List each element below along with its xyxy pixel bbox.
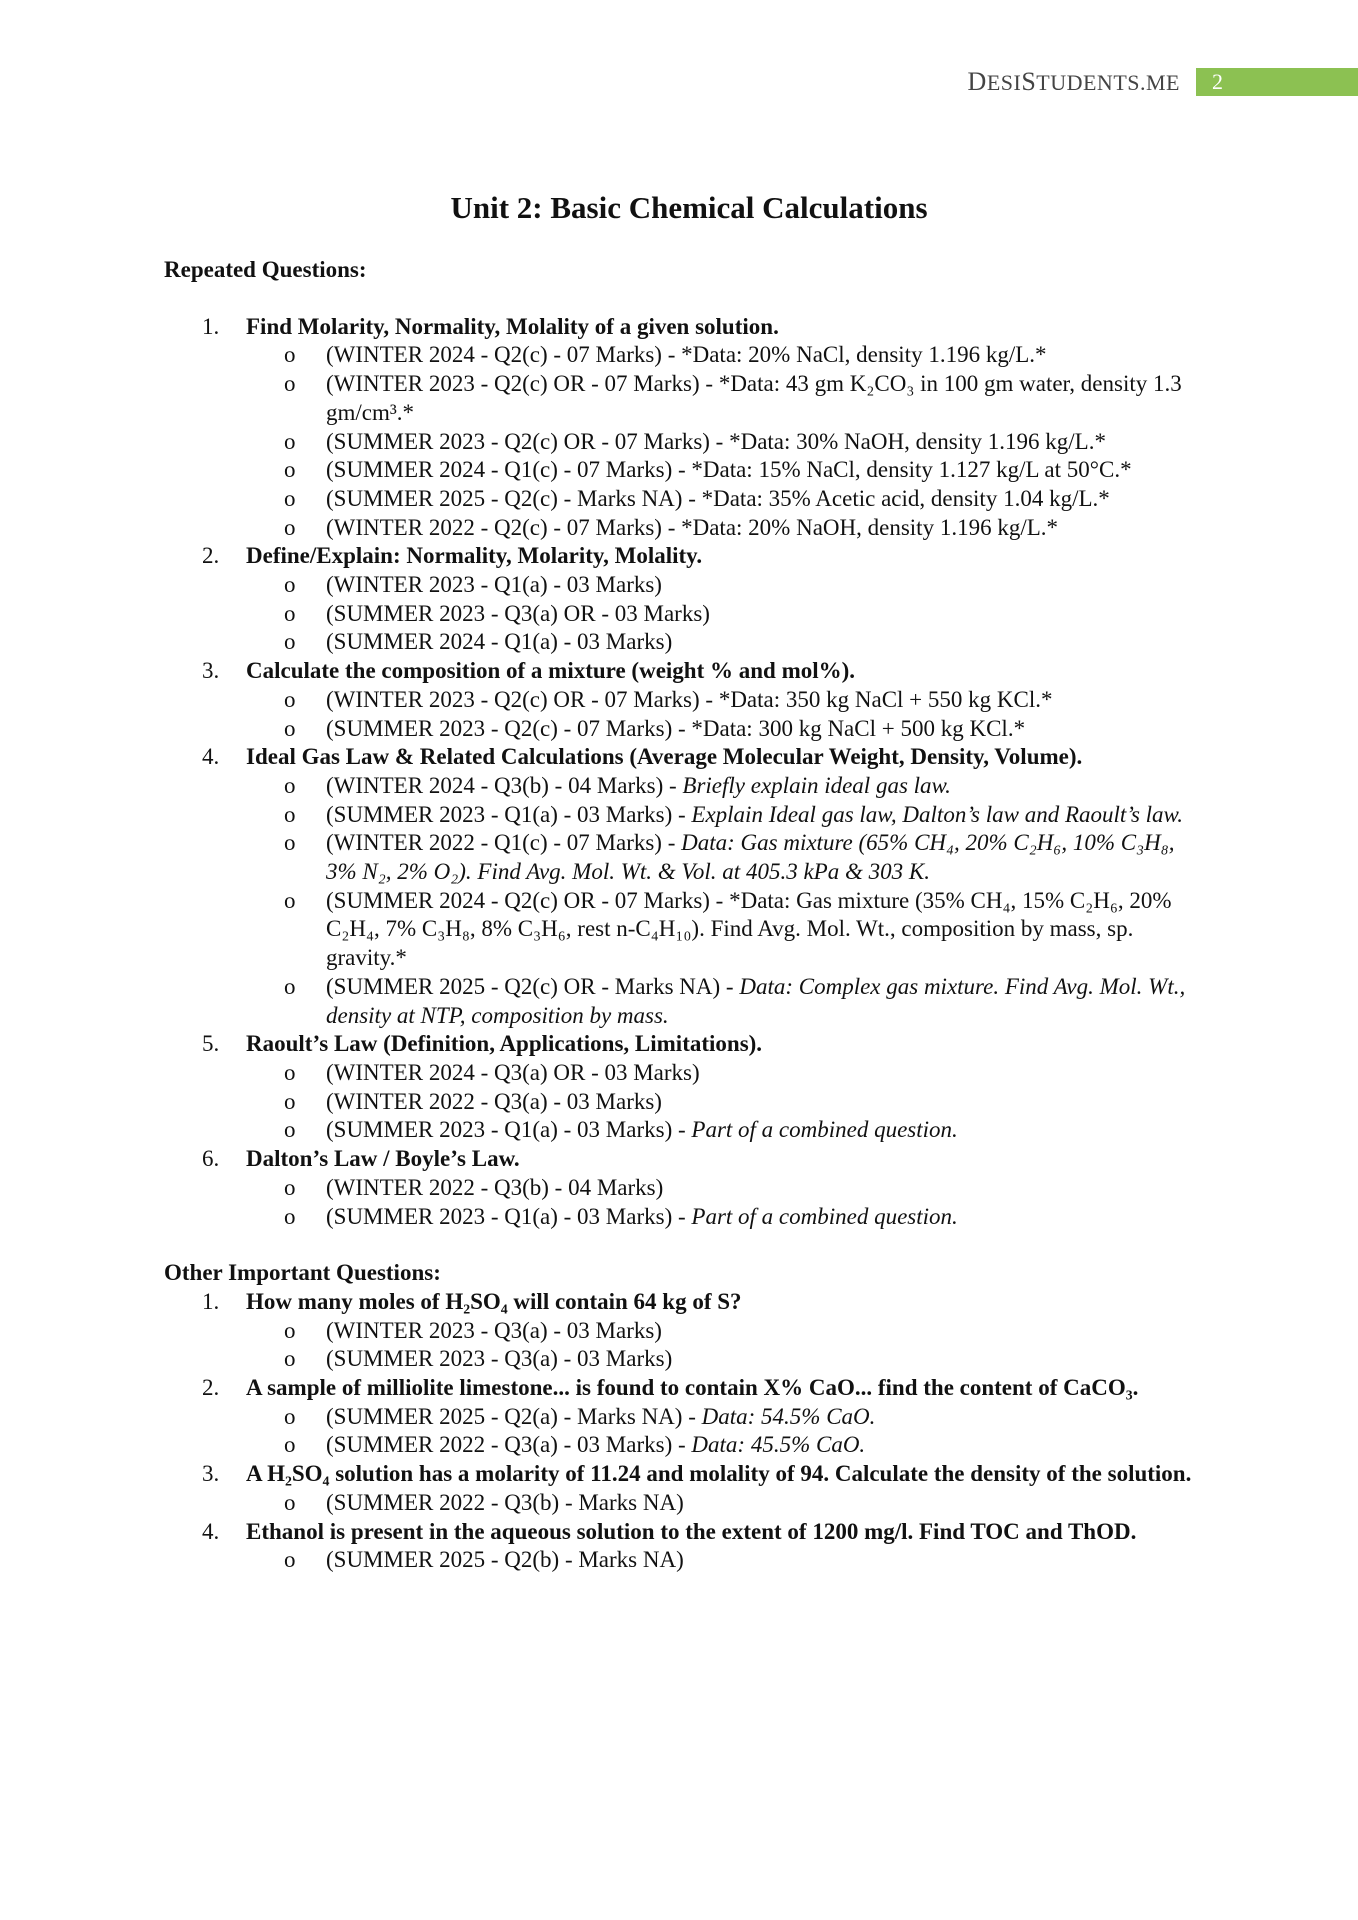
question-number: 2. xyxy=(202,1375,220,1401)
exam-reference-text: (SUMMER 2024 - Q2(c) OR - 07 Marks) - *Data: Gas mixture (35% CH₄, 15% C₂H₆, 20% C₂H₄, 7% C₃H₈, 8% C₃H₆, rest n-C₄H₁₀). Find Avg. Mol. Wt., composition by mass, sp. gravity.* xyxy=(326,887,1172,971)
bullet-icon: o xyxy=(284,887,296,913)
exam-reference-note: Briefly explain ideal gas law. xyxy=(682,772,951,798)
exam-reference-text: (WINTER 2024 - Q3(b) - 04 Marks) - xyxy=(326,772,683,798)
other-questions-list xyxy=(164,1288,1204,1575)
exam-reference-text: (WINTER 2023 - Q2(c) OR - 07 Marks) - *Data: 43 gm K₂CO₃ in 100 gm water, density 1.3 gm/cm³.* xyxy=(326,371,1182,425)
exam-reference-item xyxy=(164,686,1204,715)
exam-reference-note: Data: Complex gas mixture. Find Avg. Mol. Wt., density at NTP, composition by mass. xyxy=(326,973,1186,1028)
exam-reference-text: (SUMMER 2025 - Q2(b) - Marks NA) xyxy=(326,1547,684,1573)
exam-reference-text: (WINTER 2022 - Q3(b) - 04 Marks) xyxy=(326,1174,664,1200)
bullet-icon: o xyxy=(284,457,296,483)
exam-reference-item xyxy=(164,1431,1204,1460)
question-number: 3. xyxy=(202,1461,220,1487)
question-text: Dalton’s Law / Boyle’s Law. xyxy=(246,1146,520,1172)
question-item xyxy=(164,743,1204,772)
bullet-icon: o xyxy=(284,1317,296,1343)
exam-reference-item xyxy=(164,1059,1204,1088)
bullet-icon: o xyxy=(284,801,296,827)
page-header xyxy=(968,68,1358,96)
exam-reference-text: (WINTER 2022 - Q2(c) - 07 Marks) - *Data: 20% NaOH, density 1.196 kg/L.* xyxy=(326,514,1059,540)
page-title: Unit 2: Basic Chemical Calculations xyxy=(450,190,928,225)
exam-reference-item xyxy=(164,1116,1204,1145)
exam-reference-item xyxy=(164,514,1204,543)
section-heading-other: Other Important Questions: xyxy=(164,1260,441,1286)
exam-reference-item xyxy=(164,715,1204,744)
question-number: 1. xyxy=(202,1288,220,1314)
question-text: Calculate the composition of a mixture (weight % and mol%). xyxy=(246,658,856,684)
exam-reference-item xyxy=(164,456,1204,485)
exam-reference-text: (SUMMER 2023 - Q3(a) - 03 Marks) xyxy=(326,1346,673,1372)
section-heading-repeated: Repeated Questions: xyxy=(164,257,367,282)
exam-reference-note: Data: Gas mixture (65% CH₄, 20% C₂H₆, 10% C₃H₈, 3% N₂, 2% O₂). Find Avg. Mol. Wt. & Vol. at 405.3 kPa & 303 K. xyxy=(326,830,1175,885)
bullet-icon: o xyxy=(284,772,296,798)
exam-reference-text: (SUMMER 2023 - Q1(a) - 03 Marks) - xyxy=(326,801,692,827)
exam-reference-text: (SUMMER 2023 - Q2(c) - 07 Marks) - *Data: 300 kg NaCl + 500 kg KCl.* xyxy=(326,715,1026,741)
bullet-icon: o xyxy=(284,1432,296,1458)
exam-reference-text: (SUMMER 2023 - Q3(a) OR - 03 Marks) xyxy=(326,600,710,626)
question-number: 1. xyxy=(202,313,220,339)
question-text: Ethanol is present in the aqueous solution to the extent of 1200 mg/l. Find TOC and ThOD. xyxy=(246,1518,1137,1544)
exam-reference-item xyxy=(164,1203,1204,1232)
repeated-questions-list xyxy=(164,313,1204,1232)
question-number: 5. xyxy=(202,1031,220,1057)
question-item xyxy=(164,1518,1204,1547)
exam-reference-item xyxy=(164,370,1204,427)
exam-reference-text: (WINTER 2022 - Q3(a) - 03 Marks) xyxy=(326,1088,662,1114)
question-number: 3. xyxy=(202,658,220,684)
exam-reference-note: Part of a combined question. xyxy=(691,1203,958,1229)
question-text: A sample of milliolite limestone... is found to contain X% CaO... find the content of CaCO₃. xyxy=(246,1375,1139,1401)
exam-reference-item xyxy=(164,801,1204,830)
bullet-icon: o xyxy=(284,1547,296,1573)
exam-reference-item xyxy=(164,1546,1204,1575)
site-name: DESISTUDENTS.ME xyxy=(967,67,1180,96)
question-number: 4. xyxy=(202,1518,220,1544)
question-text: Define/Explain: Normality, Molarity, Molality. xyxy=(246,543,703,569)
question-number: 6. xyxy=(202,1146,220,1172)
bullet-icon: o xyxy=(284,1088,296,1114)
question-text: Find Molarity, Normality, Molality of a given solution. xyxy=(246,313,779,339)
exam-reference-item xyxy=(164,973,1204,1030)
question-item xyxy=(164,1030,1204,1059)
exam-reference-text: (SUMMER 2025 - Q2(c) OR - Marks NA) - xyxy=(326,973,740,999)
exam-reference-text: (SUMMER 2023 - Q2(c) OR - 07 Marks) - *Data: 30% NaOH, density 1.196 kg/L.* xyxy=(326,428,1106,454)
exam-reference-text: (WINTER 2023 - Q2(c) OR - 07 Marks) - *Data: 350 kg NaCl + 550 kg KCl.* xyxy=(326,686,1053,712)
exam-reference-text: (SUMMER 2023 - Q1(a) - 03 Marks) - xyxy=(326,1117,692,1143)
exam-reference-item xyxy=(164,1345,1204,1374)
exam-reference-note: Explain Ideal gas law, Dalton’s law and Raoult’s law. xyxy=(691,801,1183,827)
exam-reference-item xyxy=(164,428,1204,457)
bullet-icon: o xyxy=(284,485,296,511)
bullet-icon: o xyxy=(284,514,296,540)
exam-reference-text: (SUMMER 2022 - Q3(b) - Marks NA) xyxy=(326,1489,684,1515)
exam-reference-text: (WINTER 2023 - Q1(a) - 03 Marks) xyxy=(326,572,662,598)
exam-reference-item xyxy=(164,887,1204,973)
bullet-icon: o xyxy=(284,715,296,741)
exam-reference-item xyxy=(164,829,1204,886)
document-body xyxy=(164,256,1204,1575)
bullet-icon: o xyxy=(284,342,296,368)
exam-reference-note: Part of a combined question. xyxy=(691,1117,958,1143)
question-text: Ideal Gas Law & Related Calculations (Average Molecular Weight, Density, Volume). xyxy=(246,744,1083,770)
exam-reference-text: (WINTER 2022 - Q1(c) - 07 Marks) - xyxy=(326,830,682,856)
question-text: Raoult’s Law (Definition, Applications, Limitations). xyxy=(246,1031,763,1057)
bullet-icon: o xyxy=(284,830,296,856)
question-text: How many moles of H₂SO₄ will contain 64 kg of S? xyxy=(246,1288,742,1314)
exam-reference-item xyxy=(164,341,1204,370)
question-item xyxy=(164,1288,1204,1317)
bullet-icon: o xyxy=(284,629,296,655)
bullet-icon: o xyxy=(284,572,296,598)
exam-reference-text: (SUMMER 2024 - Q1(a) - 03 Marks) xyxy=(326,629,673,655)
exam-reference-item xyxy=(164,1317,1204,1346)
exam-reference-item xyxy=(164,1403,1204,1432)
question-item xyxy=(164,657,1204,686)
question-number: 2. xyxy=(202,543,220,569)
bullet-icon: o xyxy=(284,1059,296,1085)
question-number: 4. xyxy=(202,744,220,770)
question-item xyxy=(164,1460,1204,1489)
page-number: 2 xyxy=(1196,68,1358,96)
exam-reference-item xyxy=(164,600,1204,629)
exam-reference-text: (SUMMER 2025 - Q2(c) - Marks NA) - *Data: 35% Acetic acid, density 1.04 kg/L.* xyxy=(326,485,1110,511)
bullet-icon: o xyxy=(284,1174,296,1200)
exam-reference-text: (WINTER 2023 - Q3(a) - 03 Marks) xyxy=(326,1317,662,1343)
question-item xyxy=(164,313,1204,342)
question-text: A H₂SO₄ solution has a molarity of 11.24 and molality of 94. Calculate the density of the solution. xyxy=(246,1461,1192,1487)
bullet-icon: o xyxy=(284,686,296,712)
bullet-icon: o xyxy=(284,1117,296,1143)
exam-reference-text: (SUMMER 2024 - Q1(c) - 07 Marks) - *Data: 15% NaCl, density 1.127 kg/L at 50°C.* xyxy=(326,457,1132,483)
bullet-icon: o xyxy=(284,371,296,397)
bullet-icon: o xyxy=(284,1346,296,1372)
bullet-icon: o xyxy=(284,1203,296,1229)
exam-reference-note: Data: 54.5% CaO. xyxy=(701,1403,876,1429)
exam-reference-text: (WINTER 2024 - Q3(a) OR - 03 Marks) xyxy=(326,1059,700,1085)
bullet-icon: o xyxy=(284,428,296,454)
exam-reference-text: (WINTER 2024 - Q2(c) - 07 Marks) - *Data: 20% NaCl, density 1.196 kg/L.* xyxy=(326,342,1047,368)
exam-reference-item xyxy=(164,571,1204,600)
question-item xyxy=(164,542,1204,571)
bullet-icon: o xyxy=(284,600,296,626)
exam-reference-text: (SUMMER 2025 - Q2(a) - Marks NA) - xyxy=(326,1403,702,1429)
exam-reference-item xyxy=(164,1489,1204,1518)
exam-reference-item xyxy=(164,1088,1204,1117)
exam-reference-item xyxy=(164,485,1204,514)
bullet-icon: o xyxy=(284,1403,296,1429)
exam-reference-text: (SUMMER 2023 - Q1(a) - 03 Marks) - xyxy=(326,1203,692,1229)
bullet-icon: o xyxy=(284,973,296,999)
exam-reference-item xyxy=(164,1174,1204,1203)
exam-reference-item xyxy=(164,628,1204,657)
question-item xyxy=(164,1145,1204,1174)
exam-reference-text: (SUMMER 2022 - Q3(a) - 03 Marks) - xyxy=(326,1432,692,1458)
exam-reference-note: Data: 45.5% CaO. xyxy=(691,1432,866,1458)
bullet-icon: o xyxy=(284,1489,296,1515)
exam-reference-item xyxy=(164,772,1204,801)
question-item xyxy=(164,1374,1204,1403)
